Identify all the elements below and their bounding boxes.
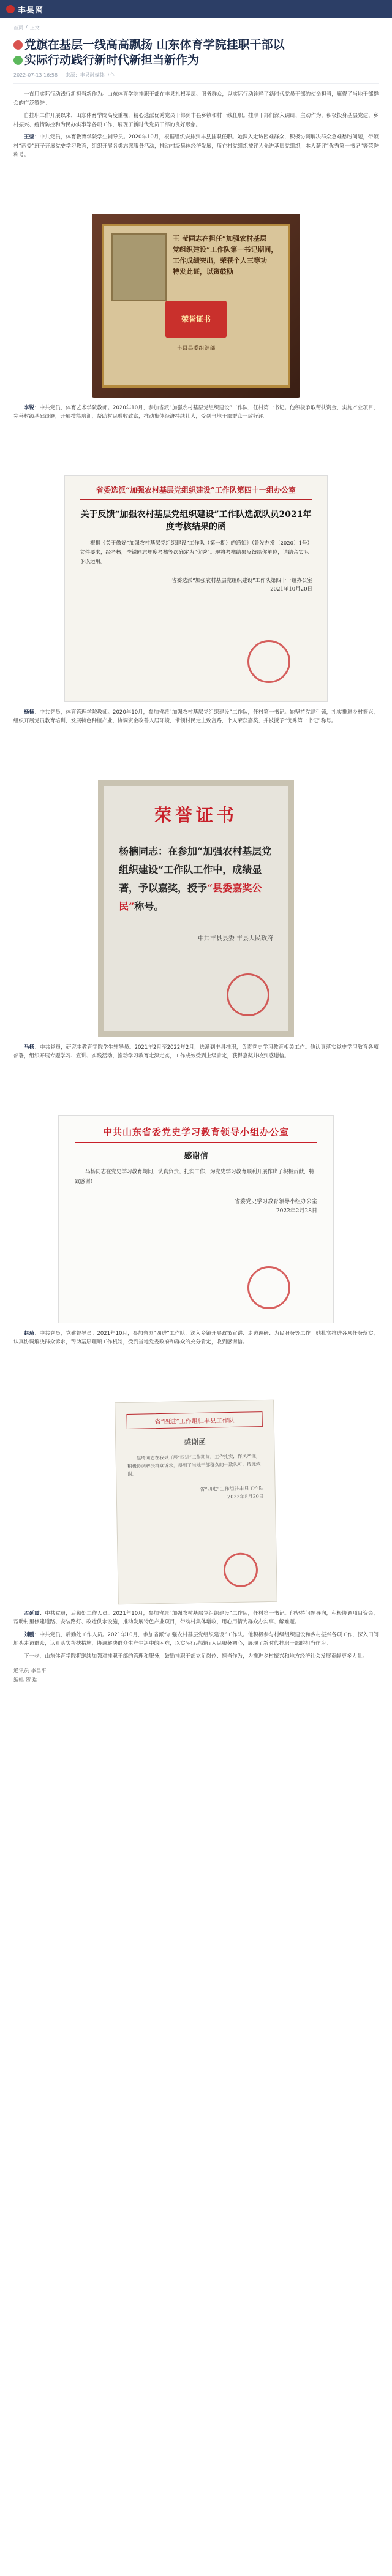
thanks-letter-image	[58, 1115, 334, 1323]
thanks-sign-org: 省委党史学习教育领导小组办公室	[234, 1198, 317, 1205]
honor-certificate-image	[98, 780, 294, 1037]
reporter-credit: 通讯员 李昌平	[13, 1668, 47, 1674]
site-logo[interactable]: 丰县网	[18, 6, 44, 15]
notice-document-image	[64, 475, 328, 702]
source-label: 来源：丰县融媒体中心	[65, 72, 115, 78]
person-name: 杨楠	[24, 709, 35, 716]
person-name: 孟延震	[24, 1610, 40, 1617]
letter-body: 赵琦同志在我县开展“四进”工作期间，工作扎实，作风严谨，积极协调解决群众诉求，得到了当地干部群众的一致认可，特此致谢。	[127, 1452, 261, 1477]
person-paragraph: 赵琦：中共党员，党建督导员。2021年10月，参加省派“四进”工作队，深入乡镇开展政策宣讲、走访调研、为民服务等工作。她扎实推进各项任务落实，认真协调解决群众诉求，帮助基层理顺工作机制，受到当地党委政府和群众的充分肯定，收到感谢信。	[13, 1330, 379, 1345]
person-text: 中共党员，后勤处工作人员。2021年10月，参加省派“加强农村基层党组织建设”工作队，任村第一书记。他坚持问题导向，积极协调项目资金，帮助村里修建道路、安装路灯、改造供水设施，推动发展特色产业项目，带动村集体增收，用心用情为群众办实事、解难题。	[13, 1610, 379, 1625]
person-text: 中共党员，研究生教育学院学生辅导员。2021年2月至2022年2月，选派到丰县挂职，负责党史学习教育相关工作。他认真落实党史学习教育各项部署，组织开展专题学习、宣讲、实践活动，推动学习教育走深走实，工作成效受到上级肯定，获得嘉奖并收到感谢信。	[13, 1044, 379, 1059]
thanks-letter-body: 马杨同志在党史学习教育期间，认真负责、扎实工作，为党史学习教育顺利开展作出了积极贡献，特致感谢！	[75, 1168, 315, 1185]
page-title	[13, 37, 379, 68]
party-flag-icon	[13, 40, 23, 50]
article	[0, 31, 392, 1710]
thanks-sign-date: 2022年2月28日	[276, 1207, 317, 1214]
top-navigation-bar	[0, 0, 392, 18]
figure-spacer	[13, 1066, 379, 1109]
person-text: 中共党员，党建督导员。2021年10月，参加省派“四进”工作队，深入乡镇开展政策宣讲、走访调研、为民服务等工作。她扎实推进各项任务落实，认真协调解决群众诉求，帮助基层理顺工作机制，受到当地党委政府和群众的充分肯定，收到感谢信。	[13, 1330, 379, 1345]
editor-credit: 编辑 贺 瑞	[13, 1677, 38, 1683]
intro-paragraph: 自挂职工作开展以来，山东体育学院高度重视，精心选派优秀党员干部到丰县乡镇和村一线任职。挂职干部们深入调研、主动作为，积极投身基层党建、乡村振兴、疫情防控和为民办实事等各项工作，展现了新时代党员干部的良好形象。	[13, 113, 379, 128]
document-sign-org: 省委选派“加强农村基层党组织建设”工作队第四十一组办公室	[172, 577, 312, 584]
appreciation-letter-image	[115, 1399, 277, 1604]
award-plaque-image	[92, 214, 300, 398]
person-name: 刘鹏	[24, 1631, 35, 1638]
person-paragraph: 马杨：中共党员，研究生教育学院学生辅导员。2021年2月至2022年2月，选派到丰县挂职，负责党史学习教育相关工作。他认真落实党史学习教育各项部署，组织开展专题学习、宣讲、实践活动，推动学习教育走深走实，工作成效受到上级肯定，获得嘉奖并收到感谢信。	[13, 1044, 379, 1059]
person-paragraph: 孟延震：中共党员，后勤处工作人员。2021年10月，参加省派“加强农村基层党组织建设”工作队，任村第一书记。他坚持问题导向，积极协调项目资金，帮助村里修建道路、安装路灯、改造供水设施，推动发展特色产业项目，带动村集体增收，用心用情为群众办实事、解难题。	[13, 1610, 379, 1625]
certificate-body-prefix: 杨楠同志：在参加“加强农村基层党组织建设”工作队工作中，成绩显著，予以嘉奖，授予	[119, 845, 272, 894]
plaque-line: 党组织建设”工作队第一书记期间，	[173, 245, 278, 254]
person-name: 李锐	[24, 404, 35, 411]
intro-paragraph: 一直用实际行动践行新担当新作为。山东体育学院挂职干部在丰县扎根基层、服务群众，以实际行动诠释了新时代党员干部的使命担当，赢得了当地干部群众的广泛赞誉。	[13, 91, 379, 107]
document-body: 根据《关于做好“加强农村基层党组织建设”工作队（第一期）的通知》（鲁发办发〔2020〕1号）文件要求，经考核，李锐同志年度考核等次确定为“优秀”。现将考核结果反馈给你单位，请结合实际予以运用。	[80, 540, 312, 565]
letter-title: 感谢函	[184, 1437, 206, 1446]
plaque-line: 王 莹同志在担任“加强农村基层	[173, 234, 267, 243]
closing-paragraph: 下一步，山东体育学院将继续加强对挂职干部的管理和服务，鼓励挂职干部立足岗位、担当作为，为推进乡村振兴和地方经济社会发展贡献更多力量。	[24, 1653, 368, 1660]
figure-spacer	[13, 165, 379, 208]
person-paragraph: 王莹：中共党员，体育教育学院学生辅导员。2020年10月，根据组织安排到丰县挂职任职。她深入走访困难群众，积极协调解决群众急难愁盼问题，带领村“两委”班子开展党史学习教育，组织开展各类志愿服务活动，推动村级集体经济发展，所在村党组织被评为先进基层党组织，本人获评“优秀第一书记”等荣誉称号。	[13, 134, 379, 158]
red-seal-stamp	[247, 1266, 290, 1309]
red-seal-stamp	[223, 1552, 258, 1587]
person-name: 赵琦	[24, 1330, 35, 1337]
publish-date: 2022-07-13 16:58	[13, 72, 58, 78]
article-credits	[13, 1667, 379, 1685]
certificate-title: 荣誉证书	[154, 804, 238, 825]
red-seal-stamp	[227, 973, 270, 1016]
figure-spacer	[13, 731, 379, 774]
thanks-letter-title: 感谢信	[184, 1151, 208, 1161]
breadcrumb	[0, 18, 392, 31]
figure-spacer	[13, 426, 379, 469]
certificate-body	[119, 842, 273, 916]
document-sign-date: 2021年10月20日	[270, 586, 312, 592]
plaque-board	[102, 224, 290, 388]
letter-signature	[128, 1484, 264, 1503]
document-signature	[80, 576, 312, 594]
certificate-body-suffix: 称号。	[134, 900, 164, 912]
certificate-highlight: “县委嘉奖公民”	[119, 882, 262, 912]
title-part1: 党旗在基层一线高高飘扬 山东体育学院挂职干部以	[24, 38, 285, 51]
person-paragraph: 杨楠：中共党员，体育管理学院教师。2020年10月，参加省派“加强农村基层党组织建设”工作队，任村第一书记。她坚持党建引领，扎实推进乡村振兴，组织开展党员教育培训，发展特色种植产业，协调资金改善人居环境，带领村民走上致富路，个人荣获嘉奖，并被授予“优秀第一书记”称号。	[13, 709, 379, 724]
title-part2: 实际行动践行新时代新担当新作为	[24, 53, 200, 67]
plaque-line: 特发此证，以资鼓励	[173, 267, 233, 276]
person-name: 马杨	[24, 1044, 35, 1051]
letter-header: 省“四进”工作组驻丰县工作队	[126, 1411, 262, 1429]
document-title: 关于反馈“加强农村基层党组织建设”工作队选派队员2021年度考核结果的函	[80, 509, 312, 532]
breadcrumb-current: 正文	[29, 25, 40, 31]
logo-icon	[6, 5, 15, 13]
person-paragraph: 李锐：中共党员，体育艺术学院教师。2020年10月，参加省派“加强农村基层党组织建设”工作队，任村第一书记。他积极争取帮扶资金，实施产业项目，完善村级基础设施，开展技能培训，帮助村民增收致富，推动集体经济持续壮大，受到当地干部群众一致好评。	[13, 404, 379, 420]
plaque-badge: 荣誉证书	[165, 301, 227, 338]
plaque-line: 工作成绩突出，荣获个人三等功	[173, 256, 267, 265]
figure-spacer	[13, 1352, 379, 1395]
thanks-letter-signature	[75, 1198, 317, 1216]
article-meta	[13, 72, 379, 84]
thanks-letter-header: 中共山东省委党史学习教育领导小组办公室	[75, 1125, 317, 1143]
document-banner: 省委选派“加强农村基层党组织建设”工作队第四十一组办公室	[80, 485, 312, 500]
breadcrumb-separator: /	[26, 25, 28, 30]
person-text: 中共党员，体育艺术学院教师。2020年10月，参加省派“加强农村基层党组织建设”工作队，任村第一书记。他积极争取帮扶资金，实施产业项目，完善村级基础设施，开展技能培训，帮助村民增收致富，推动集体经济持续壮大，受到当地干部群众一致好评。	[13, 404, 379, 420]
person-text: 中共党员，体育管理学院教师。2020年10月，参加省派“加强农村基层党组织建设”工作队，任村第一书记。她坚持党建引领，扎实推进乡村振兴，组织开展党员教育培训，发展特色种植产业，协调资金改善人居环境，带领村民走上致富路，个人荣获嘉奖，并被授予“优秀第一书记”称号。	[13, 709, 379, 724]
person-text: 中共党员，体育教育学院学生辅导员。2020年10月，根据组织安排到丰县挂职任职。她深入走访困难群众，积极协调解决群众急难愁盼问题，带领村“两委”班子开展党史学习教育，组织开展各类志愿服务活动，推动村级集体经济发展，所在村党组织被评为先进基层党组织，本人获评“优秀第一书记”等荣誉称号。	[13, 134, 379, 158]
plaque-issuer: 丰县县委组织部	[176, 345, 216, 352]
breadcrumb-home[interactable]: 首页	[13, 25, 23, 31]
letter-sign-date: 2022年5月20日	[227, 1493, 264, 1500]
person-text: 中共党员，后勤处工作人员。2021年10月，参加省派“加强农村基层党组织建设”工作队。他积极参与村级组织建设和乡村振兴各项工作，深入田间地头走访群众，认真落实帮扶措施，协调解决群众生产生活中的困难，以实际行动践行为民服务初心，展现了新时代挂职干部的担当作为。	[13, 1631, 379, 1647]
person-paragraph: 刘鹏：中共党员，后勤处工作人员。2021年10月，参加省派“加强农村基层党组织建设”工作队。他积极参与村级组织建设和乡村振兴各项工作，深入田间地头走访群众，认真落实帮扶措施，协调解决群众生产生活中的困难，以实际行动践行为民服务初心，展现了新时代挂职干部的担当作为。	[13, 1631, 379, 1647]
red-seal-stamp	[247, 640, 290, 683]
person-name: 王莹	[24, 134, 35, 140]
letter-sign-org: 省“四进”工作组驻丰县工作队	[200, 1485, 264, 1492]
certificate-issuer: 中共丰县县委 丰县人民政府	[197, 935, 273, 942]
portrait-photo	[111, 233, 167, 301]
leaf-icon	[13, 56, 23, 65]
